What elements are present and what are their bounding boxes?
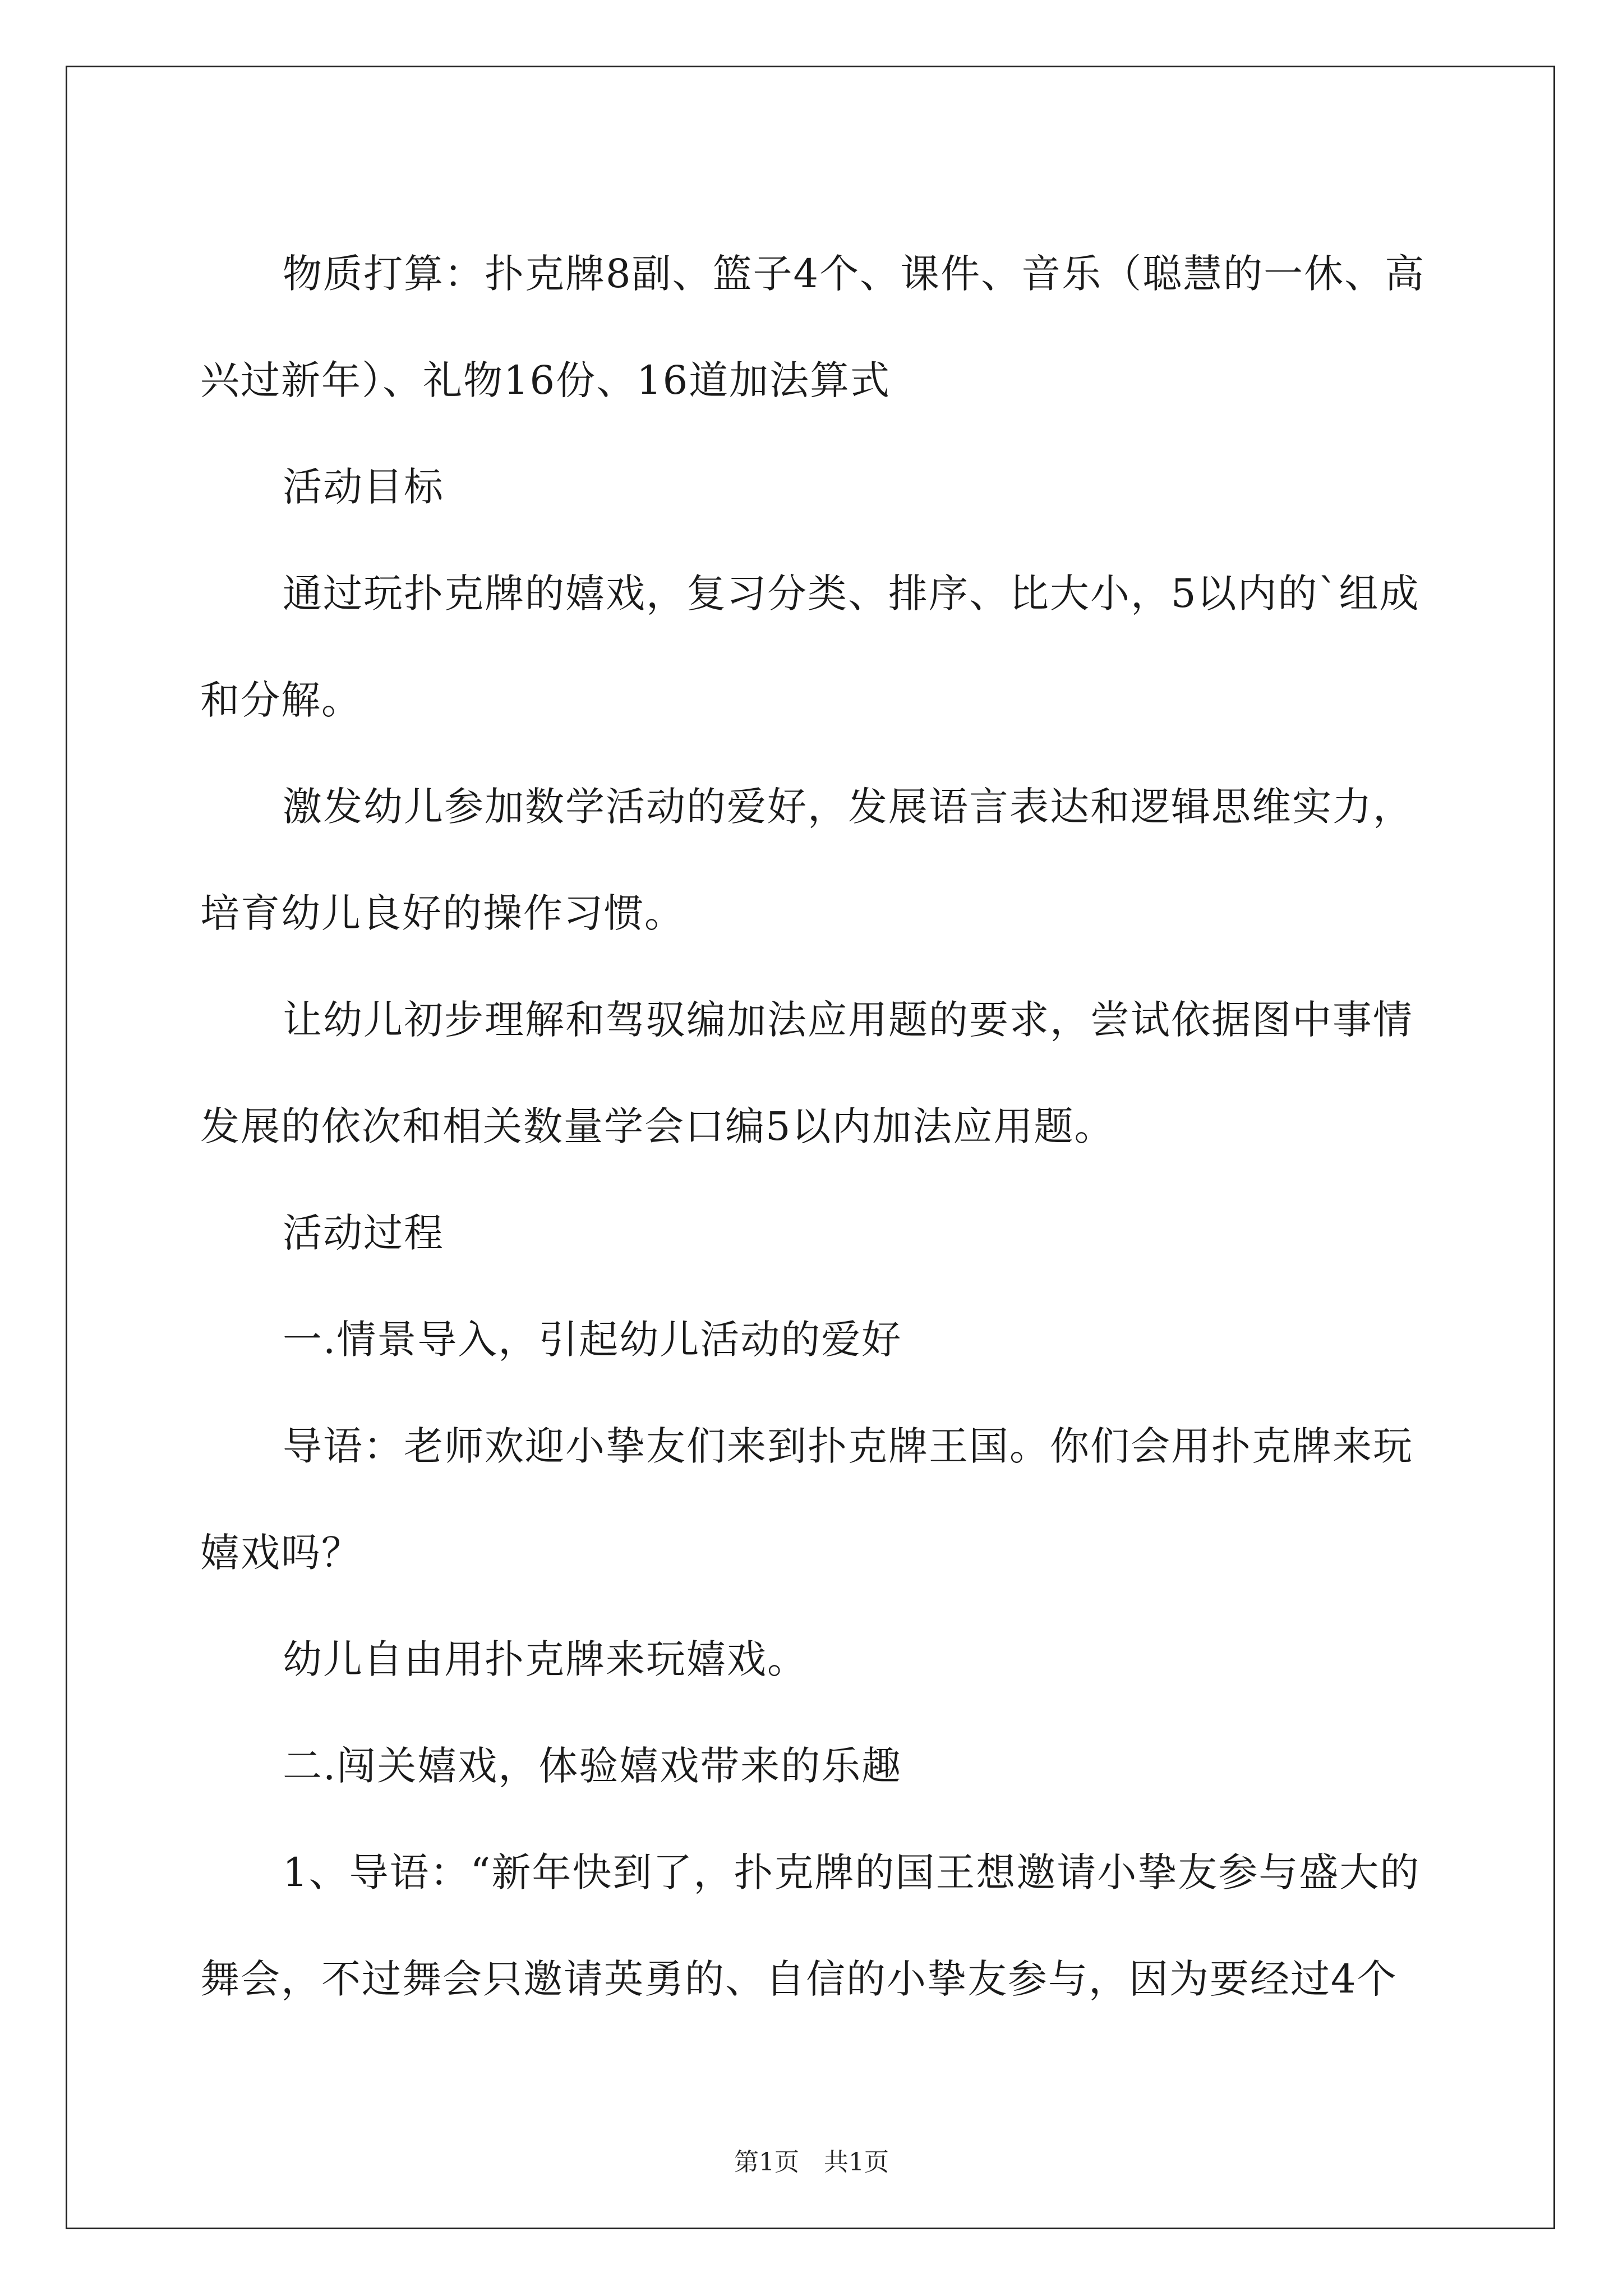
page-footer: 第1页 共1页 xyxy=(734,2148,889,2177)
paragraph-goal-1: 通过玩扑克牌的嬉戏，复习分类、排序、比大小，5以内的`组成和分解。 xyxy=(200,570,1420,723)
paragraph-goal-3: 让幼儿初步理解和驾驭编加法应用题的要求，尝试依据图中事情发展的依次和相关数量学会口编5以内加法应用题。 xyxy=(200,997,1413,1149)
heading-activity-process: 活动过程 xyxy=(283,1210,444,1256)
paragraph-goal-2: 激发幼儿参加数学活动的爱好，发展语言表达和逻辑思维实力，培育幼儿良好的操作习惯。 xyxy=(200,784,1413,936)
heading-step-1: 一.情景导入，引起幼儿活动的爱好 xyxy=(283,1317,902,1363)
paragraph-step-2-intro: 1、导语：“新年快到了，扑克牌的国王想邀请小挚友参与盛大的舞会，不过舞会只邀请英勇的、自信的小挚友参与，因为要经过4个 xyxy=(200,1849,1421,2002)
document-body xyxy=(200,220,1428,2032)
heading-step-2: 二.闯关嬉戏，体验嬉戏带来的乐趣 xyxy=(283,1743,902,1789)
heading-activity-goals: 活动目标 xyxy=(283,464,444,510)
paragraph-free-play: 幼儿自由用扑克牌来玩嬉戏。 xyxy=(283,1636,808,1682)
paragraph-intro: 导语：老师欢迎小挚友们来到扑克牌王国。你们会用扑克牌来玩嬉戏吗？ xyxy=(200,1423,1413,1576)
paragraph-materials: 物质打算：扑克牌8副、篮子4个、课件、音乐（聪慧的一休、高兴过新年）、礼物16份、16道加法算式 xyxy=(200,251,1426,403)
